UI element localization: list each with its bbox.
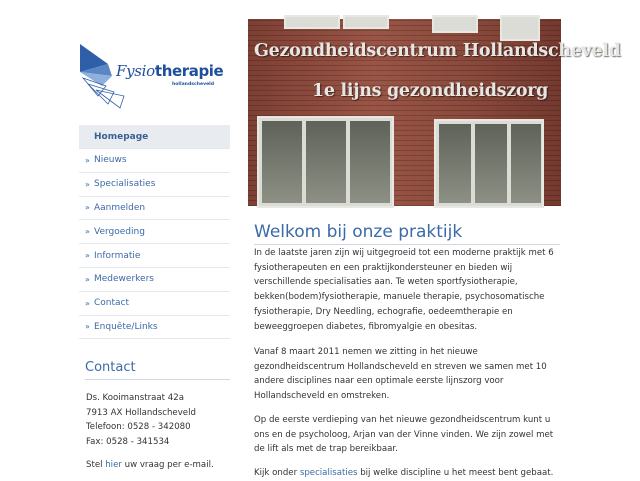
nav-item-nieuws[interactable]: » Nieuws (79, 149, 230, 173)
specialisaties-paragraph: Kijk onder specialisaties bij welke discipline u het meest bent gebaat. (254, 468, 554, 478)
contact-city: 7913 AX Hollandscheveld (86, 407, 196, 418)
nav-item-aanmelden[interactable]: » Aanmelden (79, 197, 230, 221)
building-paragraph: Vanaf 8 maart 2011 nemen we zitting in het nieuwe gezondheidscentrum Hollandscheveld en streven we samen met 10 andere disciplines naar een optimale eerste lijnszorg voor Hollandscheveld en omstreken. (254, 347, 547, 402)
contact-details (86, 391, 196, 449)
location-paragraph: Op de eerste verdieping van het nieuwe gezondheidscentrum kunt u ons en de psycholoog, Arjan van der Vinne vinden. We zijn zowel met de lift als met de trap bereikbaar. (254, 415, 554, 455)
contact-phone: Telefoon: 0528 - 342080 (86, 422, 191, 432)
site-logo[interactable] (80, 42, 230, 112)
window (432, 15, 478, 33)
window (434, 119, 544, 208)
contact-email-prompt: Stel hier uw vraag per e-mail. (86, 460, 214, 470)
chevron-right-icon: » (85, 274, 90, 284)
intro-paragraph: In de laatste jaren zijn wij uitgegroeid tot een moderne praktijk met 6 fysiotherapeuten en een praktijkondersteuner en bieden wij verschillende specialisaties aan. Te weten sportfysiotherapie, bekken(bodem)fysiotherapie, manuele therapie, psychosomatische fysiotherapie, Dry Needling, echografie, oedeemtherapie en beweeggroepen diabetes, fibromyalgie en obesitas. (254, 248, 554, 332)
chevron-right-icon: » (85, 251, 90, 261)
window (500, 15, 540, 41)
chevron-right-icon: » (85, 322, 90, 332)
contact-fax: Fax: 0528 - 341534 (86, 436, 170, 447)
building-sign-line1: Gezondheidscentrum Hollandscheveld (254, 41, 621, 61)
window (257, 116, 394, 208)
chevron-right-icon: » (85, 179, 90, 189)
nav-item-medewerkers[interactable]: » Medewerkers (79, 268, 230, 292)
contact-heading: Contact (85, 360, 230, 380)
nav-item-homepage[interactable]: Homepage (79, 125, 230, 149)
main-navigation (79, 125, 230, 339)
chevron-right-icon: » (85, 298, 90, 308)
logo-wordmark: Fysiotherapie (116, 62, 224, 80)
chevron-right-icon: » (85, 227, 90, 237)
page-title: Welkom bij onze praktijk (254, 222, 560, 245)
email-link[interactable]: hier (105, 460, 122, 470)
nav-item-vergoeding[interactable]: » Vergoeding (79, 220, 230, 244)
building-sign-line2: 1e lijns gezondheidszorg (312, 81, 549, 101)
window (343, 15, 389, 29)
logo-subtitle: hollandscheveld (172, 82, 215, 87)
hero-photo (248, 19, 621, 206)
window (284, 15, 340, 29)
nav-item-specialisaties[interactable]: » Specialisaties (79, 173, 230, 197)
contact-address: Ds. Kooimanstraat 42a (86, 393, 184, 403)
nav-item-contact[interactable]: » Contact (79, 292, 230, 316)
nav-item-enquete-links[interactable]: » Enquête/Links (79, 316, 230, 340)
specialisaties-link[interactable]: specialisaties (299, 468, 358, 478)
chevron-right-icon: » (85, 203, 90, 213)
chevron-right-icon: » (85, 155, 90, 165)
nav-item-informatie[interactable]: » Informatie (79, 244, 230, 268)
